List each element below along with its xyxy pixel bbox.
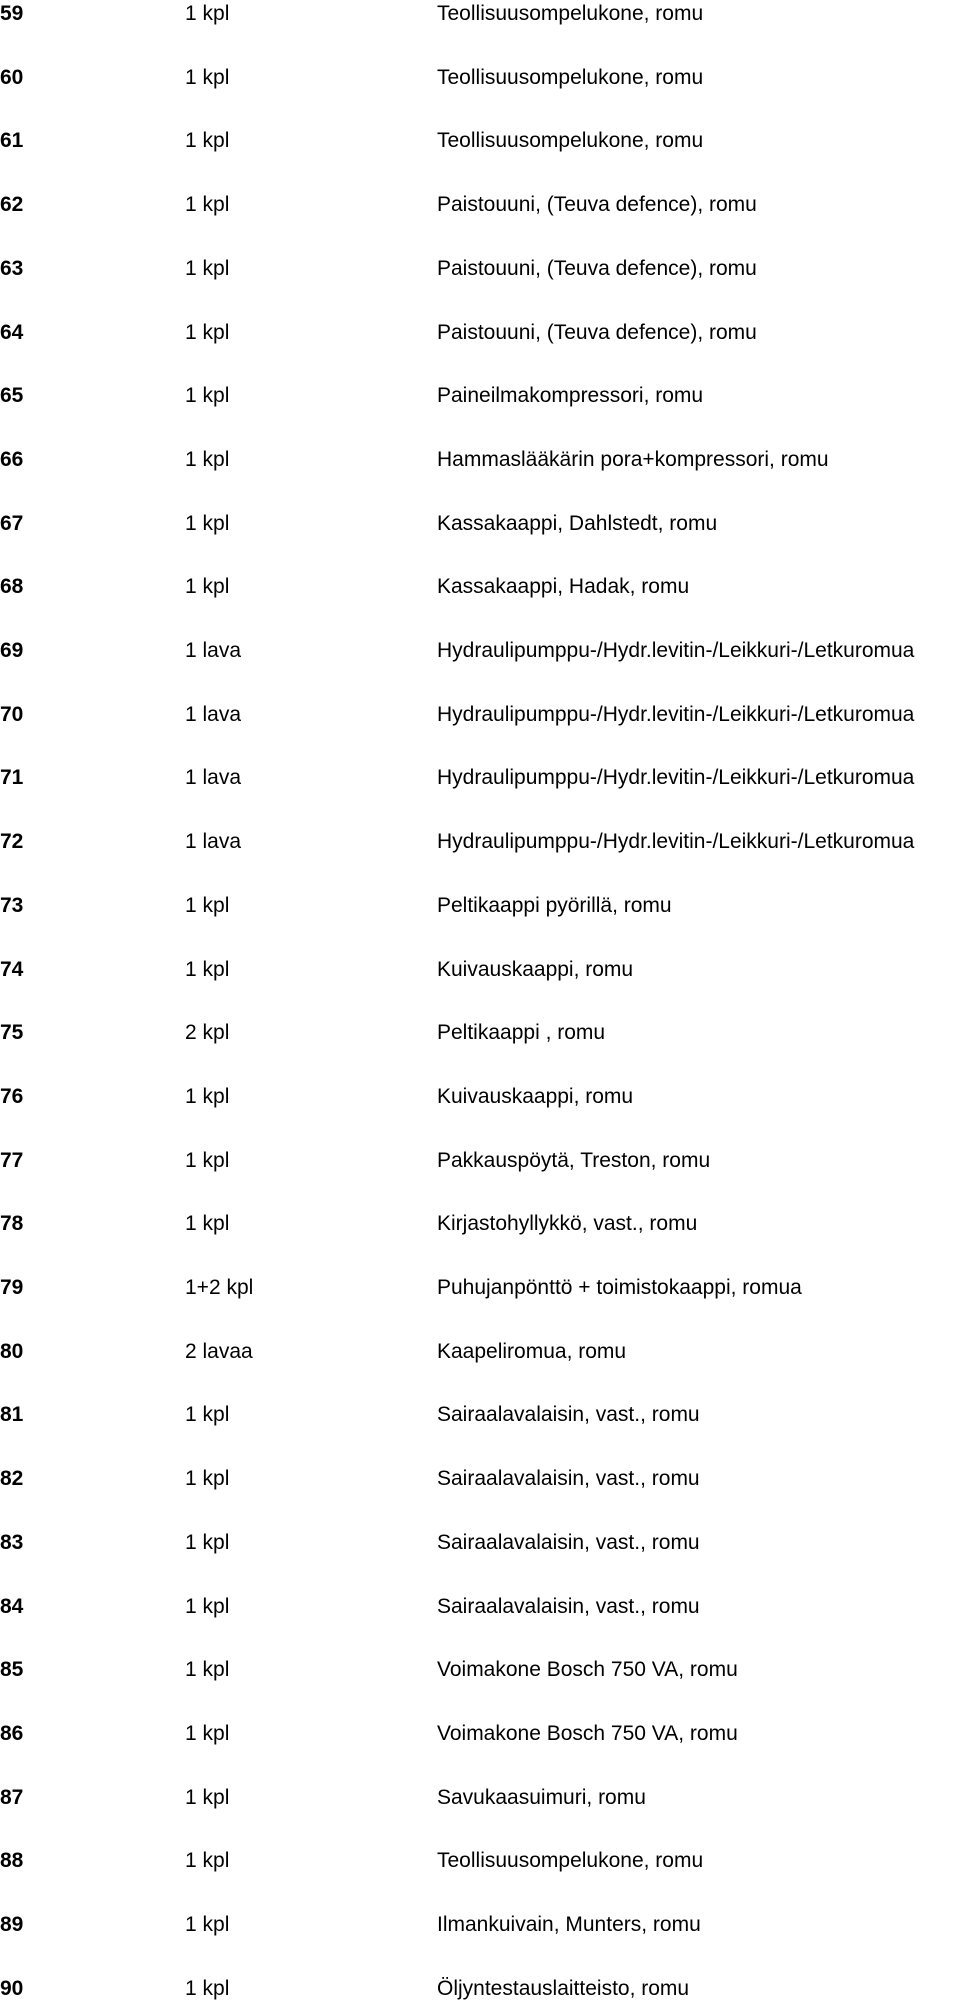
- item-quantity: 1 kpl: [185, 958, 230, 981]
- item-description: Öljyntestauslaitteisto, romu: [437, 1977, 690, 2000]
- item-description: Kaapeliromua, romu: [437, 1340, 627, 1363]
- item-quantity: 1 kpl: [185, 1595, 230, 1618]
- item-quantity: 1 kpl: [185, 66, 230, 89]
- item-number: 69: [0, 639, 24, 662]
- item-quantity: 1+2 kpl: [185, 1276, 254, 1299]
- item-description: Voimakone Bosch 750 VA, romu: [437, 1658, 738, 1681]
- item-number: 78: [0, 1212, 24, 1235]
- list-item: [0, 574, 960, 610]
- item-number: 62: [0, 193, 24, 216]
- item-description: Puhujanpönttö + toimistokaappi, romua: [437, 1276, 802, 1299]
- list-item: [0, 829, 960, 865]
- item-quantity: 1 lava: [185, 766, 242, 789]
- item-quantity: 1 kpl: [185, 1913, 230, 1936]
- item-number: 61: [0, 129, 24, 152]
- item-quantity: 1 kpl: [185, 193, 230, 216]
- item-description: Hydraulipumppu-/Hydr.levitin-/Leikkuri-/Letkuromua: [437, 830, 915, 853]
- item-quantity: 1 kpl: [185, 512, 230, 535]
- item-description: Paistouuni, (Teuva defence), romu: [437, 257, 757, 280]
- item-quantity: 1 kpl: [185, 1786, 230, 1809]
- item-number: 88: [0, 1849, 24, 1872]
- item-number: 65: [0, 384, 24, 407]
- item-description: Kuivauskaappi, romu: [437, 1085, 634, 1108]
- list-item: [0, 128, 960, 164]
- item-number: 74: [0, 958, 24, 981]
- item-quantity: 1 kpl: [185, 1212, 230, 1235]
- item-number: 67: [0, 512, 24, 535]
- list-item: [0, 192, 960, 228]
- item-number: 73: [0, 894, 24, 917]
- item-description: Teollisuusompelukone, romu: [437, 1849, 704, 1872]
- item-description: Hammaslääkärin pora+kompressori, romu: [437, 448, 829, 471]
- item-description: Hydraulipumppu-/Hydr.levitin-/Leikkuri-/Letkuromua: [437, 703, 915, 726]
- list-item: [0, 1148, 960, 1184]
- item-number: 64: [0, 321, 24, 344]
- list-item: [0, 765, 960, 801]
- list-item: [0, 256, 960, 292]
- item-quantity: 1 kpl: [185, 894, 230, 917]
- list-item: [0, 1848, 960, 1884]
- item-number: 81: [0, 1403, 24, 1426]
- list-item: [0, 320, 960, 356]
- item-quantity: 1 lava: [185, 830, 242, 853]
- item-description: Ilmankuivain, Munters, romu: [437, 1913, 701, 1936]
- item-quantity: 1 kpl: [185, 1467, 230, 1490]
- item-number: 90: [0, 1977, 24, 2000]
- item-quantity: 1 kpl: [185, 575, 230, 598]
- list-item: [0, 893, 960, 929]
- item-description: Voimakone Bosch 750 VA, romu: [437, 1722, 738, 1745]
- list-item: [0, 383, 960, 419]
- item-quantity: 1 kpl: [185, 1085, 230, 1108]
- item-description: Paistouuni, (Teuva defence), romu: [437, 193, 757, 216]
- item-quantity: 1 kpl: [185, 1149, 230, 1172]
- list-item: [0, 1657, 960, 1693]
- list-item: [0, 702, 960, 738]
- item-number: 71: [0, 766, 24, 789]
- list-item: [0, 1721, 960, 1757]
- item-number: 86: [0, 1722, 24, 1745]
- item-description: Teollisuusompelukone, romu: [437, 2, 704, 25]
- item-number: 59: [0, 2, 24, 25]
- item-description: Teollisuusompelukone, romu: [437, 66, 704, 89]
- item-description: Peltikaappi pyörillä, romu: [437, 894, 672, 917]
- item-quantity: 1 kpl: [185, 1722, 230, 1745]
- item-description: Kirjastohyllykkö, vast., romu: [437, 1212, 698, 1235]
- item-quantity: 2 kpl: [185, 1021, 230, 1044]
- item-description: Savukaasuimuri, romu: [437, 1786, 646, 1809]
- item-number: 70: [0, 703, 24, 726]
- list-item: [0, 1402, 960, 1438]
- item-number: 87: [0, 1786, 24, 1809]
- item-number: 63: [0, 257, 24, 280]
- list-item: [0, 1785, 960, 1821]
- list-item: [0, 1530, 960, 1566]
- item-number: 84: [0, 1595, 24, 1618]
- item-number: 77: [0, 1149, 24, 1172]
- item-description: Kuivauskaappi, romu: [437, 958, 634, 981]
- item-number: 89: [0, 1913, 24, 1936]
- list-item: [0, 1594, 960, 1630]
- list-item: [0, 1275, 960, 1311]
- list-item: [0, 638, 960, 674]
- item-quantity: 1 kpl: [185, 2, 230, 25]
- item-quantity: 1 kpl: [185, 384, 230, 407]
- item-quantity: 1 kpl: [185, 129, 230, 152]
- item-description: Hydraulipumppu-/Hydr.levitin-/Leikkuri-/Letkuromua: [437, 639, 915, 662]
- list-item: [0, 65, 960, 101]
- item-description: Sairaalavalaisin, vast., romu: [437, 1595, 700, 1618]
- item-number: 82: [0, 1467, 24, 1490]
- item-description: Kassakaappi, Dahlstedt, romu: [437, 512, 718, 535]
- item-description: Pakkauspöytä, Treston, romu: [437, 1149, 711, 1172]
- item-description: Sairaalavalaisin, vast., romu: [437, 1403, 700, 1426]
- item-description: Paineilmakompressori, romu: [437, 384, 704, 407]
- item-number: 68: [0, 575, 24, 598]
- item-number: 72: [0, 830, 24, 853]
- item-quantity: 1 kpl: [185, 1977, 230, 2000]
- list-item: [0, 1084, 960, 1120]
- item-quantity: 1 kpl: [185, 257, 230, 280]
- item-number: 80: [0, 1340, 24, 1363]
- item-number: 83: [0, 1531, 24, 1554]
- item-quantity: 2 lavaa: [185, 1340, 253, 1363]
- list-item: [0, 1912, 960, 1948]
- item-description: Paistouuni, (Teuva defence), romu: [437, 321, 757, 344]
- list-item: [0, 511, 960, 547]
- list-item: [0, 447, 960, 483]
- item-number: 85: [0, 1658, 24, 1681]
- list-item: [0, 1976, 960, 2012]
- list-item: [0, 1211, 960, 1247]
- item-description: Teollisuusompelukone, romu: [437, 129, 704, 152]
- item-number: 60: [0, 66, 24, 89]
- list-item: [0, 1, 960, 37]
- item-description: Hydraulipumppu-/Hydr.levitin-/Leikkuri-/Letkuromua: [437, 766, 915, 789]
- item-description: Peltikaappi , romu: [437, 1021, 606, 1044]
- item-quantity: 1 lava: [185, 703, 242, 726]
- item-quantity: 1 kpl: [185, 321, 230, 344]
- item-quantity: 1 kpl: [185, 1658, 230, 1681]
- item-description: Sairaalavalaisin, vast., romu: [437, 1467, 700, 1490]
- item-quantity: 1 kpl: [185, 1403, 230, 1426]
- item-number: 75: [0, 1021, 24, 1044]
- item-number: 66: [0, 448, 24, 471]
- list-item: [0, 957, 960, 993]
- list-item: [0, 1466, 960, 1502]
- item-quantity: 1 kpl: [185, 448, 230, 471]
- list-item: [0, 1339, 960, 1375]
- item-description: Kassakaappi, Hadak, romu: [437, 575, 690, 598]
- item-number: 79: [0, 1276, 24, 1299]
- item-quantity: 1 lava: [185, 639, 242, 662]
- item-description: Sairaalavalaisin, vast., romu: [437, 1531, 700, 1554]
- item-quantity: 1 kpl: [185, 1849, 230, 1872]
- item-number: 76: [0, 1085, 24, 1108]
- list-item: [0, 1020, 960, 1056]
- item-quantity: 1 kpl: [185, 1531, 230, 1554]
